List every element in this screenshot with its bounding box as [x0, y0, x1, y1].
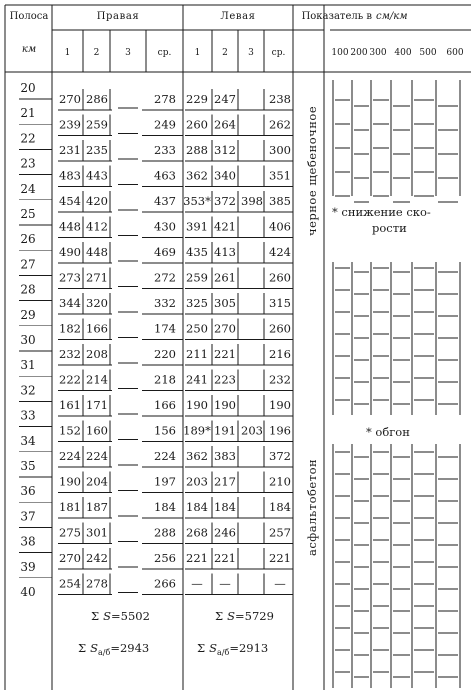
cell-right-2: 443 [86, 168, 108, 183]
cell-left-1: 325 [186, 296, 208, 310]
cell-left-1: 211 [186, 347, 208, 361]
cell-left-2: 413 [214, 245, 236, 259]
cell-right-2: 214 [86, 372, 108, 387]
cell-left-1: 221 [186, 551, 208, 565]
cell-right-1: 275 [59, 525, 81, 540]
cell-left-4: 424 [269, 245, 291, 259]
km-mark: 37 [20, 509, 36, 524]
cell-left-4: 315 [269, 296, 291, 310]
cell-left-2: 246 [214, 525, 236, 540]
km-mark: 31 [20, 358, 36, 373]
cell-right-4: 233 [154, 143, 176, 157]
indicator-scale [331, 48, 463, 58]
cell-left-4: 221 [269, 551, 291, 565]
cell-left-4: 190 [269, 398, 291, 412]
km-mark: 23 [20, 156, 36, 171]
cell-right-4: 332 [154, 296, 176, 310]
cell-left-4: 351 [269, 168, 291, 183]
cell-right-4: 174 [154, 321, 176, 336]
cell-left-4: 232 [269, 372, 291, 387]
cell-left-4: 257 [269, 525, 291, 540]
note-speed-line1: * снижение ско- [332, 205, 431, 219]
scale-label: 600 [446, 48, 464, 58]
cell-left-2: 312 [214, 143, 236, 157]
cell-right-4: 218 [154, 372, 176, 387]
km-mark: 27 [20, 257, 36, 272]
cell-right-1: 161 [59, 398, 81, 412]
km-mark: 30 [20, 333, 36, 347]
cell-left-1: 391 [186, 219, 208, 234]
surface-upper-label: черное щебеночное [305, 105, 319, 236]
cell-right-4: 288 [154, 525, 176, 540]
total-left-sab: Σ $S_{а/б}=2913$ [197, 641, 269, 657]
cell-right-2: 271 [86, 270, 108, 285]
subheader-right-1: 1 [64, 48, 71, 58]
cell-right-4: 156 [154, 423, 176, 438]
cell-right-2: 301 [86, 525, 108, 540]
cell-left-1: 435 [186, 245, 208, 259]
km-mark: 40 [20, 585, 36, 599]
cell-left-1: 353* [183, 194, 211, 208]
cell-left-2: 184 [214, 500, 236, 514]
cell-left-1: 260 [186, 117, 208, 132]
cell-right-4: 220 [154, 347, 176, 361]
cell-left-2: 305 [214, 296, 236, 310]
subheader-right-3: 3 [125, 48, 131, 58]
cell-right-2: 187 [86, 500, 108, 514]
cell-left-1: 203 [186, 474, 208, 489]
cell-left-1: 241 [186, 372, 208, 387]
subheader-left-1: 1 [194, 48, 201, 58]
cell-left-1: 259 [186, 270, 208, 285]
cell-left-4: 238 [269, 92, 291, 106]
cell-left-4: 406 [269, 219, 291, 234]
cell-left-2: 221 [214, 347, 236, 361]
cell-left-2: 261 [214, 270, 236, 285]
cell-left-1: 250 [186, 321, 208, 336]
scale-label: 400 [394, 48, 412, 58]
cell-right-1: 344 [59, 296, 81, 310]
cell-right-4: 272 [154, 270, 176, 285]
cell-left-2: 221 [214, 551, 236, 565]
cell-left-4: 385 [269, 194, 291, 208]
cell-right-1: 224 [59, 449, 81, 463]
cell-right-2: 420 [86, 194, 108, 208]
km-mark: 35 [20, 459, 36, 473]
cell-left-3: 398 [241, 194, 263, 208]
cell-left-4: 196 [269, 423, 291, 438]
scale-label: 500 [419, 48, 437, 58]
cell-left-2: 372 [214, 194, 236, 208]
header-left: Левая [220, 11, 256, 22]
cell-right-1: 273 [59, 270, 81, 285]
cell-left-4: 372 [269, 449, 291, 463]
cell-left-2: 383 [214, 449, 236, 463]
cell-right-1: 181 [59, 500, 81, 514]
cell-left-1: 229 [186, 92, 208, 106]
cell-left-4: 260 [269, 270, 291, 285]
cell-right-4: 278 [154, 92, 176, 106]
km-mark: 39 [20, 559, 36, 574]
note-speed-line2: рости [372, 221, 407, 235]
cell-right-2: 224 [86, 449, 108, 463]
cell-left-4: 262 [269, 117, 291, 132]
cell-right-1: 222 [59, 372, 81, 387]
total-right-s: Σ S=5502 [91, 609, 150, 623]
subheader-right-2: 2 [93, 48, 100, 58]
cell-left-1: 268 [186, 525, 208, 540]
header-unit: км [21, 44, 37, 55]
cell-right-4: 184 [154, 500, 176, 514]
cell-right-1: 270 [59, 551, 81, 565]
cell-right-2: 320 [86, 296, 108, 310]
km-mark: 34 [20, 433, 36, 448]
km-mark: 24 [20, 181, 36, 196]
cell-left-1: 184 [186, 500, 208, 514]
cell-left-2: 223 [214, 372, 236, 387]
km-mark: 38 [20, 534, 36, 549]
cell-right-2: 448 [86, 245, 108, 259]
header-indicator-unit: см/км [376, 11, 408, 22]
km-mark: 33 [20, 408, 36, 423]
cell-left-4: — [274, 576, 286, 591]
cell-right-4: 224 [154, 449, 176, 463]
km-mark: 25 [20, 207, 36, 221]
subheader-left-3: 3 [248, 48, 254, 58]
cell-left-2: 270 [214, 321, 236, 336]
cell-left-4: 210 [269, 474, 291, 489]
cell-right-2: 242 [86, 551, 108, 565]
cell-right-2: 412 [86, 219, 108, 234]
cell-right-1: 182 [59, 321, 81, 336]
scale-label: 200 [350, 48, 368, 58]
cell-left-1: 189* [183, 423, 211, 438]
km-mark: 36 [20, 484, 36, 499]
cell-left-4: 260 [269, 321, 291, 336]
cell-right-1: 454 [59, 194, 81, 208]
cell-left-4: 300 [269, 143, 291, 157]
cell-right-4: 266 [154, 576, 176, 591]
cell-right-4: 430 [154, 219, 176, 234]
cell-left-1: 362 [186, 449, 208, 463]
cell-right-1: 152 [59, 423, 81, 438]
cell-right-1: 239 [59, 117, 81, 132]
cell-left-1: — [191, 576, 203, 591]
cell-right-1: 490 [59, 245, 81, 259]
scale-label: 300 [369, 48, 387, 58]
cell-right-2: 208 [86, 347, 108, 361]
cell-left-1: 362 [186, 168, 208, 183]
cell-right-2: 235 [86, 143, 108, 157]
total-left-s: Σ S=5729 [215, 609, 274, 623]
cell-left-1: 190 [186, 398, 208, 412]
cell-left-2: 191 [214, 423, 236, 438]
surface-lower-label: асфальтобетон [305, 458, 319, 556]
note-overtake: * обгон [366, 425, 410, 439]
cell-right-2: 160 [86, 423, 108, 438]
cell-right-4: 197 [154, 474, 176, 489]
cell-right-4: 249 [154, 117, 176, 132]
header-right: Правая [96, 11, 140, 22]
cell-right-2: 166 [86, 321, 108, 336]
cell-right-1: 232 [59, 347, 81, 361]
cell-left-1: 288 [186, 143, 208, 157]
indicator-grid [333, 80, 460, 688]
cell-right-1: 190 [59, 474, 81, 489]
subheader-left-2: 2 [222, 48, 228, 58]
cell-left-2: 190 [214, 398, 236, 412]
cell-right-1: 448 [59, 219, 81, 234]
cell-left-2: — [219, 576, 231, 591]
scale-label: 100 [331, 48, 349, 58]
cell-left-2: 340 [214, 168, 236, 183]
km-mark: 29 [20, 307, 36, 322]
cell-left-2: 264 [214, 117, 236, 132]
cell-right-4: 463 [154, 168, 176, 183]
cell-right-2: 259 [86, 117, 108, 132]
cell-left-4: 184 [269, 500, 291, 514]
cell-right-4: 256 [154, 551, 176, 565]
cell-right-4: 469 [154, 245, 176, 259]
cell-right-1: 270 [59, 92, 81, 106]
cell-right-2: 286 [86, 92, 108, 106]
cell-right-1: 483 [59, 168, 81, 183]
cell-left-3: 203 [241, 423, 263, 438]
cell-right-4: 437 [154, 194, 176, 208]
km-column [19, 81, 52, 599]
cell-right-2: 278 [86, 576, 108, 591]
km-mark: 22 [20, 131, 36, 146]
cell-left-4: 216 [269, 347, 291, 361]
header-strip: Полоса [9, 11, 49, 22]
km-mark: 21 [20, 106, 36, 121]
km-mark: 26 [20, 232, 36, 247]
km-mark: 32 [20, 383, 36, 398]
total-right-sab: Σ $S_{а/б}=2943$ [78, 641, 150, 657]
cell-right-2: 171 [86, 398, 108, 412]
subheader-right-4: ср. [157, 48, 172, 58]
cell-left-2: 421 [214, 219, 236, 234]
cell-right-4: 166 [154, 398, 176, 412]
subheader-left-4: ср. [271, 48, 286, 58]
cell-right-1: 254 [59, 576, 81, 591]
cell-left-2: 217 [214, 474, 236, 489]
cell-right-1: 231 [59, 143, 81, 157]
header-indicator: Показатель в [301, 11, 372, 22]
km-mark: 20 [20, 81, 36, 95]
subheader-row [65, 48, 286, 58]
measurement-rows [58, 89, 293, 595]
cell-left-2: 247 [214, 92, 236, 106]
cell-right-2: 204 [86, 474, 108, 489]
km-mark: 28 [20, 282, 36, 297]
